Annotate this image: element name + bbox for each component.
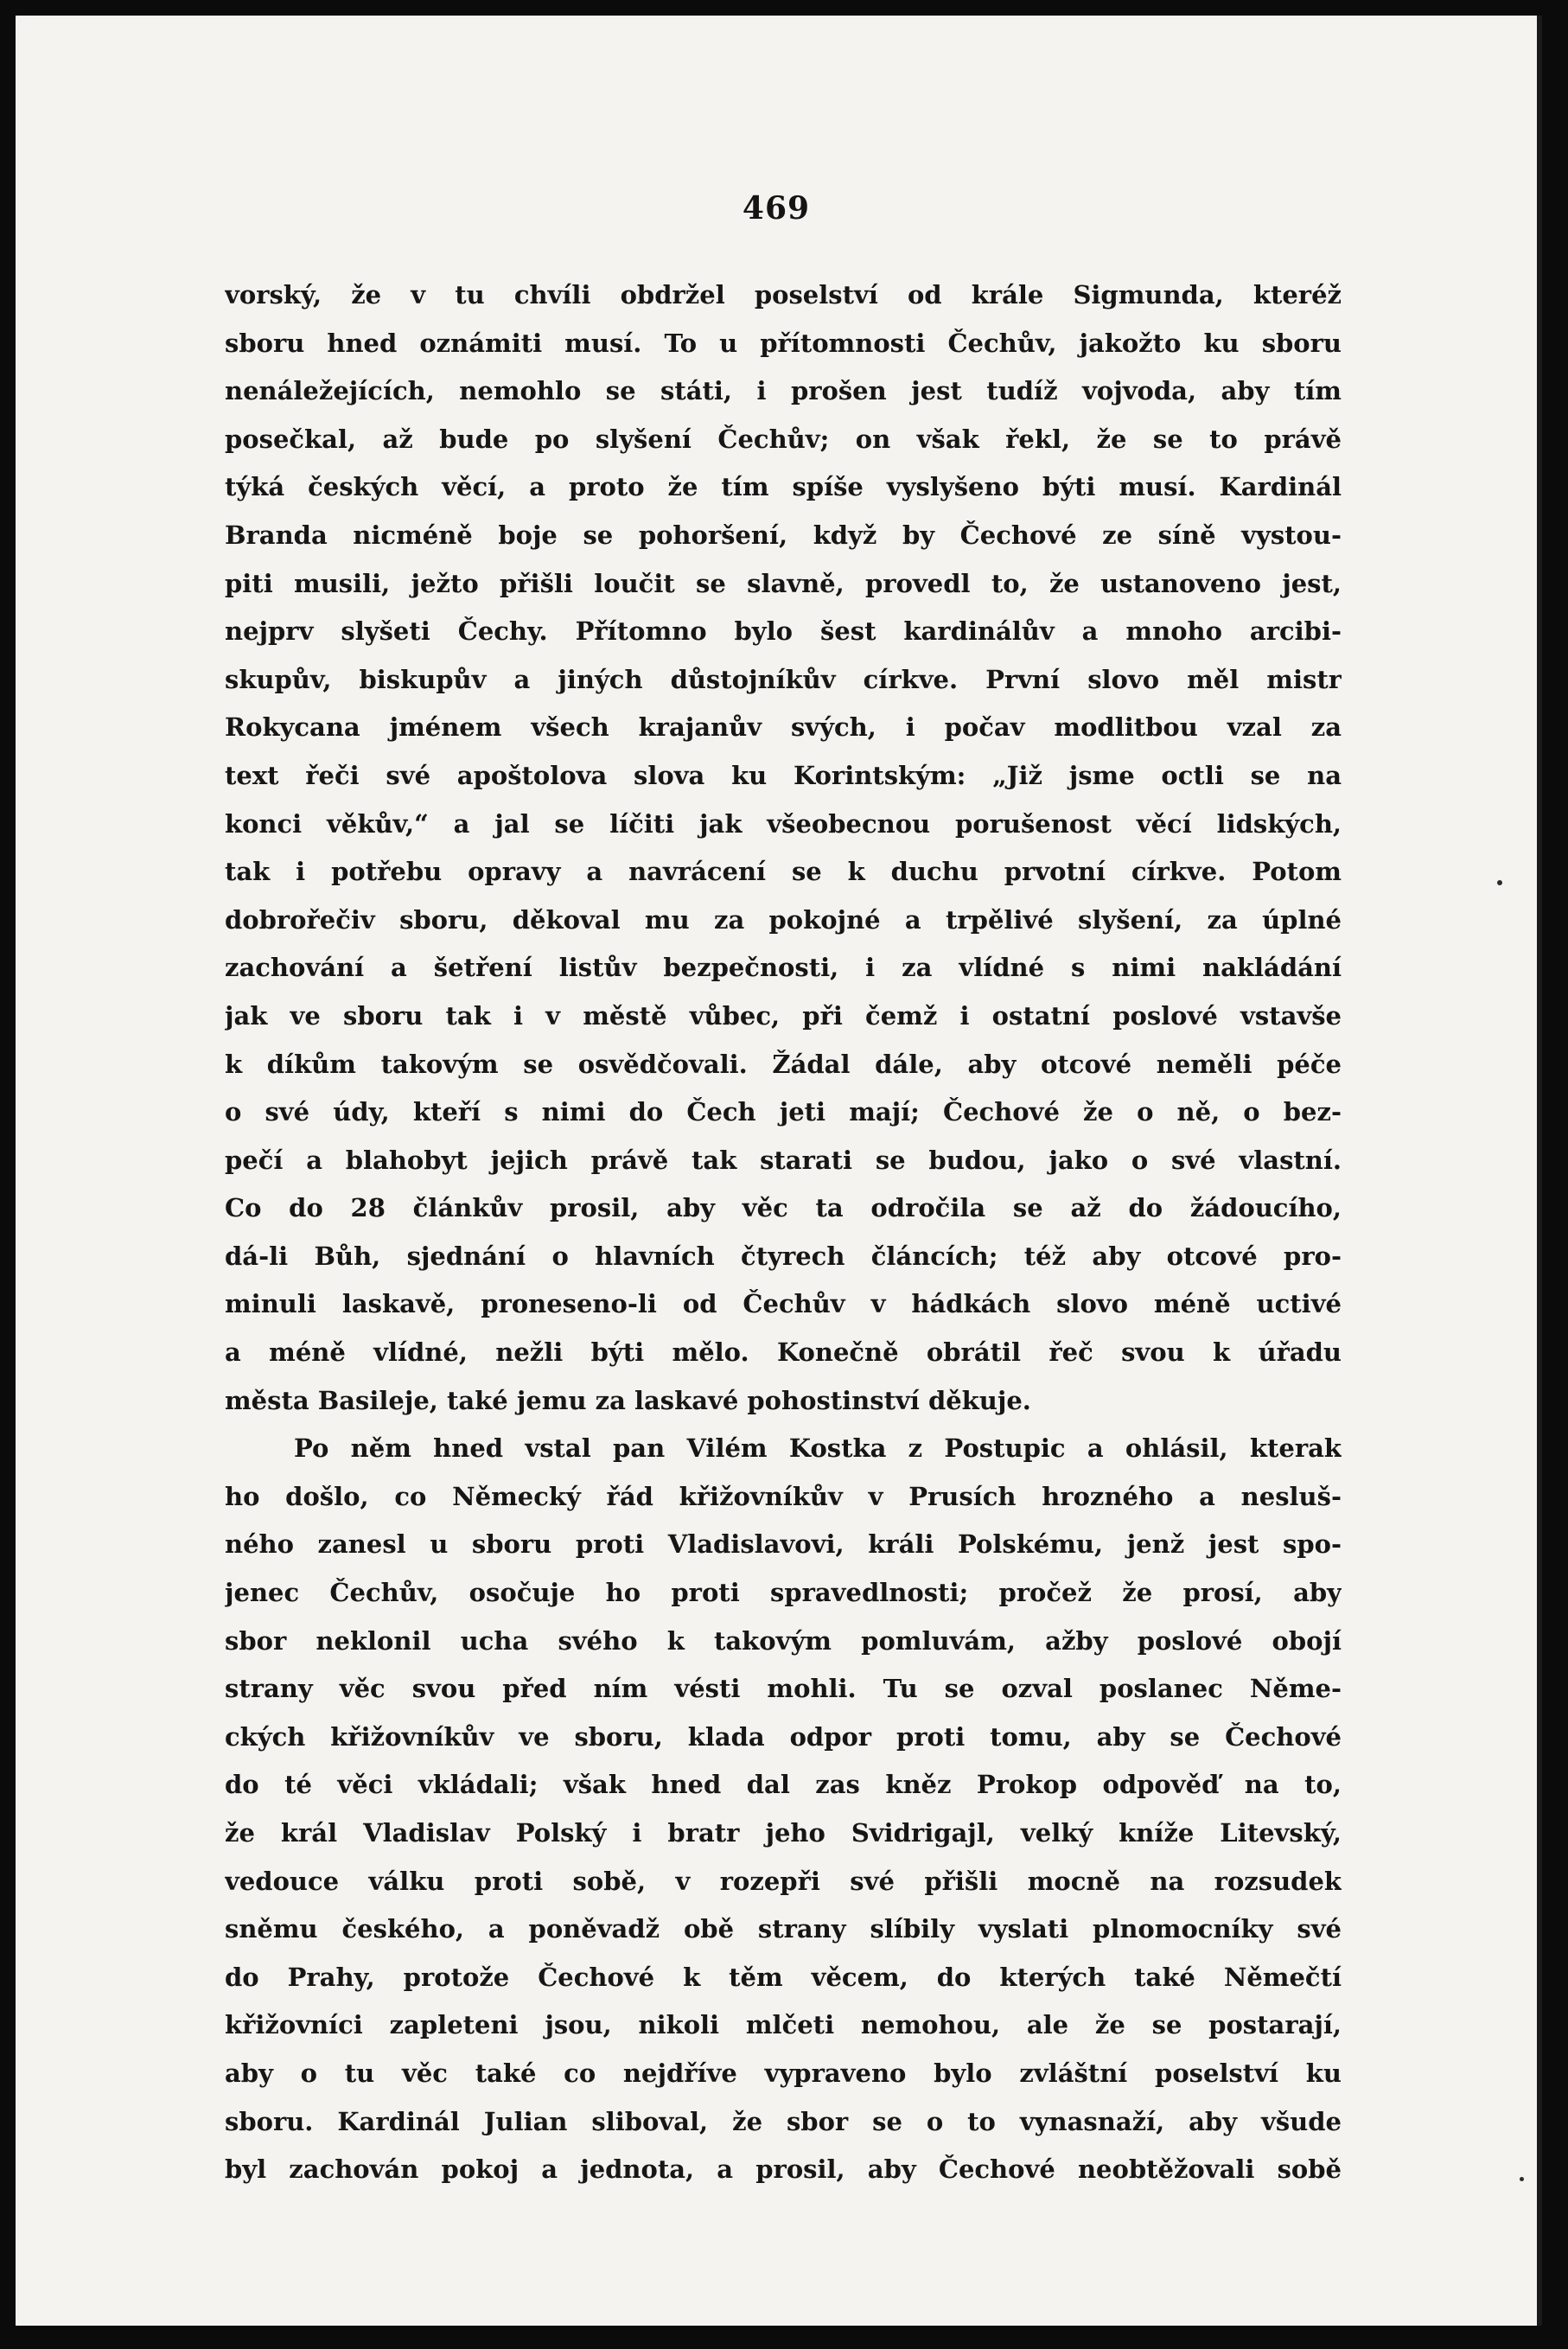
scan-speck [1497, 880, 1502, 885]
text-line: k díkům takovým se osvědčovali. Žádal dále, aby otcové neměli péče [225, 1049, 1342, 1079]
text-line: vedouce válku proti sobě, v rozepři své přišli mocně na rozsudek [225, 1866, 1342, 1896]
text-line: Rokycana jménem všech krajanův svých, i počav modlitbou vzal za [225, 712, 1342, 743]
text-line: do té věci vkládali; však hned dal zas kněz Prokop odpověď na to, [225, 1770, 1342, 1800]
text-line: o své údy, kteří s nimi do Čech jeti mají; Čechové že o ně, o bez- [225, 1097, 1342, 1127]
text-line: jenec Čechův, osočuje ho proti spravedlnosti; pročež že prosí, aby [225, 1578, 1342, 1608]
text-line: do Prahy, protože Čechové k těm věcem, do kterých také Němečtí [225, 1962, 1342, 1992]
text-line: týká českých věcí, a proto že tím spíše vyslyšeno býti musí. Kardinál [225, 472, 1342, 502]
text-line: tak i potřebu opravy a navrácení se k duchu prvotní církve. Potom [225, 857, 1342, 887]
text-line: minuli laskavě, proneseno-li od Čechův v hádkách slovo méně uctivé [225, 1289, 1342, 1319]
text-line: nejprv slyšeti Čechy. Přítomno bylo šest kardinálův a mnoho arcibi- [225, 616, 1342, 647]
text-line: dá-li Bůh, sjednání o hlavních čtyrech článcích; též aby otcové pro- [225, 1241, 1342, 1271]
paragraph-end-line: města Basileje, také jemu za laskavé pohostinství děkuje. [225, 1385, 1031, 1415]
text-line: text řeči své apoštolova slova ku Korintským: „Již jsme octli se na [225, 760, 1342, 790]
page-number: 469 [742, 190, 811, 227]
text-line: že král Vladislav Polský i bratr jeho Svidrigajl, velký kníže Litevský, [225, 1818, 1342, 1848]
text-line: aby o tu věc také co nejdříve vypraveno bylo zvláštní poselství ku [225, 2058, 1342, 2088]
text-line: ho došlo, co Německý řád křižovníkův v Prusích hrozného a nesluš- [225, 1481, 1342, 1511]
text-line: Co do 28 článkův prosil, aby věc ta odročila se až do žádoucího, [225, 1193, 1342, 1223]
text-line: sbor neklonil ucha svého k takovým pomluvám, ažby poslové obojí [225, 1625, 1342, 1656]
text-line: křižovníci zapleteni jsou, nikoli mlčeti nemohou, ale že se postarají, [225, 2010, 1342, 2040]
text-line: zachování a šetření listův bezpečnosti, i za vlídné s nimi nakládání [225, 953, 1342, 983]
text-line: byl zachován pokoj a jednota, a prosil, aby Čechové neobtěžovali sobě [225, 2154, 1342, 2185]
text-line: pečí a blahobyt jejich právě tak starati se budou, jako o své vlastní. [225, 1145, 1342, 1175]
paragraph-start-line: Po něm hned vstal pan Vilém Kostka z Postupic a ohlásil, kterak [294, 1433, 1342, 1464]
text-line: vorský, že v tu chvíli obdržel poselství od krále Sigmunda, kteréž [225, 280, 1342, 310]
text-line: ckých křižovníkův ve sboru, klada odpor proti tomu, aby se Čechové [225, 1721, 1342, 1752]
scan-speck [1520, 2177, 1524, 2181]
text-line: skupův, biskupův a jiných důstojníkův církve. První slovo měl mistr [225, 664, 1342, 694]
text-line: strany věc svou před ním vésti mohli. Tu se ozval poslanec Něme- [225, 1674, 1342, 1704]
text-line: sboru hned oznámiti musí. To u přítomnosti Čechův, jakožto ku sboru [225, 328, 1342, 358]
text-line: sboru. Kardinál Julian sliboval, že sbor se o to vynasnaží, aby všude [225, 2106, 1342, 2136]
text-line: nenáležejících, nemohlo se státi, i prošen jest tudíž vojvoda, aby tím [225, 376, 1342, 406]
book-page [16, 16, 1542, 2326]
text-line: a méně vlídné, nežli býti mělo. Konečně obrátil řeč svou k úřadu [225, 1337, 1342, 1368]
body-text [225, 271, 1342, 2194]
text-line: dobrořečiv sboru, děkoval mu za pokojné a trpělivé slyšení, za úplné [225, 904, 1342, 935]
text-line: piti musili, ježto přišli loučit se slavně, provedl to, že ustanoveno jest, [225, 568, 1342, 598]
text-line: jak ve sboru tak i v městě vůbec, při čemž i ostatní poslové vstavše [225, 1000, 1342, 1031]
text-line: posečkal, až bude po slyšení Čechův; on však řekl, že se to právě [225, 424, 1342, 454]
text-line: konci věkův,“ a jal se líčiti jak všeobecnou porušenost věcí lidských, [225, 808, 1342, 839]
text-line: ného zanesl u sboru proti Vladislavovi, králi Polskému, jenž jest spo- [225, 1529, 1342, 1560]
text-line: sněmu českého, a poněvadž obě strany slíbily vyslati plnomocníky své [225, 1914, 1342, 1944]
text-line: Branda nicméně boje se pohoršení, když by Čechové ze síně vystou- [225, 520, 1342, 550]
